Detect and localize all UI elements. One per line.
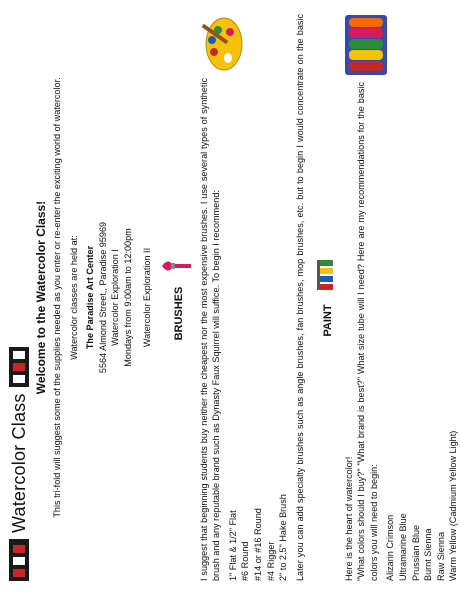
- color-list-item: Ultramarine Blue: [397, 513, 408, 581]
- easel-palette-icon: [198, 14, 250, 72]
- brush-list-item: #6 Round: [240, 541, 251, 581]
- intro-text: This tri-fold will suggest some of the supplies needed as you enter or re-enter the exciting world of watercolor.: [52, 77, 62, 518]
- brochure-title: Watercolor Class: [8, 393, 29, 533]
- venue-name: The Paradise Art Center: [85, 245, 96, 350]
- session-1-name: Watercolor Exploration I: [110, 249, 121, 346]
- brushes-heading: BRUSHES: [172, 286, 185, 341]
- brush-icon: [162, 255, 196, 277]
- brush-list-item: 2" to 2.5" Hake Brush: [278, 494, 289, 581]
- paint-header-row: [315, 14, 341, 581]
- panel-brushes-paper: [158, 6, 308, 589]
- paint-set-icon: [343, 14, 393, 76]
- color-list-item: Burnt Sienna: [423, 528, 434, 581]
- color-list-item: Raw Sienna: [435, 531, 446, 581]
- paint-questions: "What colors should I buy?" "What brand is best?" What size tube will I need? Here are my recommendations for the basic colors you will need to begin:: [356, 82, 379, 581]
- brush-border-icon: [7, 347, 31, 387]
- brush-list-item: #4 Rigger: [265, 541, 276, 581]
- color-list-item: Prussian Blue: [410, 524, 421, 581]
- paint-heading: PAINT: [321, 304, 334, 337]
- panel-intro: [2, 6, 152, 589]
- color-list-item: Warm Yellow (Cadmium Yellow Light): [448, 430, 459, 581]
- panel-paint: [311, 6, 460, 589]
- brush-border-icon: [7, 539, 31, 581]
- welcome-heading: Welcome to the Watercolor Class!: [34, 200, 48, 395]
- paint-intro-line: Here is the heart of watercolor!: [343, 456, 354, 581]
- brush-list-item: #14 or #16 Round: [252, 508, 263, 581]
- brushes-header-row: [162, 14, 196, 581]
- paint-tubes-icon: [315, 258, 341, 292]
- brushes-paragraph-1: I suggest that beginning students buy neither the cheapest nor the most expensive brushes. I use several types of synthetic brush and any reputable brand such as Dynasty Faux Squirrel will suffice. To begin I recommend:: [198, 78, 222, 581]
- held-at-label: Watercolor classes are held at:: [68, 235, 79, 360]
- color-list: [384, 14, 460, 581]
- color-list-item: Alizarin Crimson: [385, 514, 396, 581]
- title-bar: [6, 14, 32, 581]
- brushes-paragraph-2: Later you can add specialty brushes such as angle brushes, fan brushes, mop brushes, etc. but to begin I would concentrate on the basic: [294, 14, 305, 581]
- session-2-name: Watercolor Exploration II: [141, 247, 152, 348]
- venue-address: 5564 Almond Street,, Paradise 95969: [97, 221, 108, 374]
- session-1-time: Mondays from 9:00am to 12:00pm: [122, 228, 133, 367]
- brush-list-item: 1" Flat & 1/2" Flat: [227, 510, 238, 581]
- brush-list: [227, 14, 290, 581]
